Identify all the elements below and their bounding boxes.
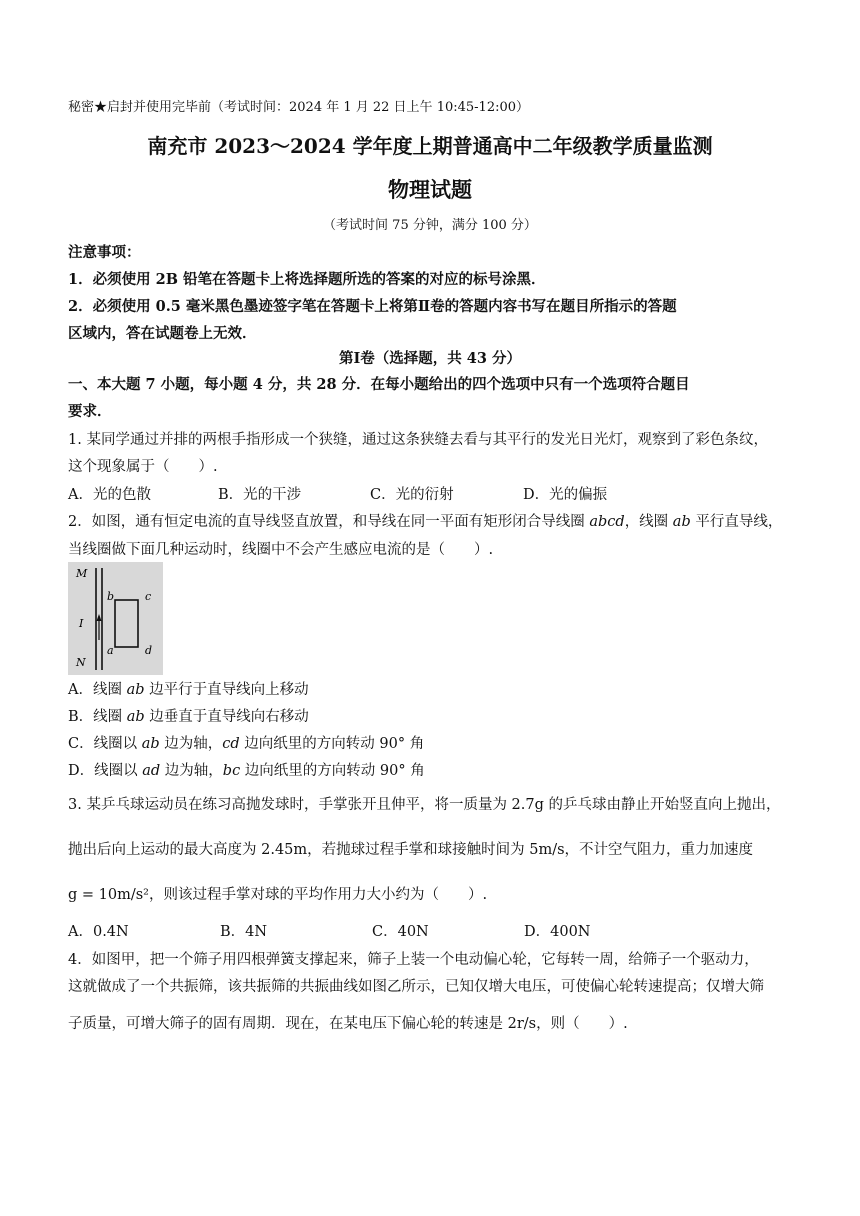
q2-stem-line-2: 当线圈做下面几种运动时，线圈中不会产生感应电流的是（ ）. [68, 542, 494, 558]
q4-stem-line-2: 这就做成了一个共振筛，该共振筛的共振曲线如图乙所示，已知仅增大电压，可使偏心轮转速提高；仅增大筛 [68, 979, 764, 995]
fig-label-m: M [76, 567, 88, 580]
exam-info: （考试时间 75 分钟，满分 100 分） [323, 218, 537, 233]
secret-header: 秘密★启封并使用完毕前（考试时间：2024 年 1 月 22 日上午 10:45-12:00） [68, 100, 530, 115]
notes-item-2-line-1: 2．必须使用 0.5 毫米黑色墨迹签字笔在答题卡上将第Ⅱ卷的答题内容书写在题目所指示的答题 [68, 298, 677, 315]
section-title: 第Ⅰ卷（选择题，共 43 分） [338, 350, 522, 367]
q3-option-b: B．4N [220, 924, 268, 940]
fig-label-i: I [79, 617, 84, 630]
q4-stem-line-1: 4．如图甲，把一个筛子用四根弹簧支撑起来，筛子上装一个电动偏心轮，它每转一周，给筛子一个驱动力， [68, 952, 759, 968]
q3-stem-line-1: 3. 某乒乓球运动员在练习高抛发球时，手掌张开且伸平，将一质量为 2.7g 的乒乓球由静止开始竖直向上抛出， [68, 797, 781, 813]
exam-title: 南充市 2023～2024 学年度上期普通高中二年级教学质量监测 [147, 134, 713, 158]
fig-label-a: a [107, 644, 114, 657]
q2-option-c: C．线圈以 ab 边为轴，cd 边向纸里的方向转动 90° 角 [68, 736, 425, 752]
subject-title: 物理试题 [388, 177, 472, 202]
notes-item-1: 1．必须使用 2B 铅笔在答题卡上将选择题所选的答案的对应的标号涂黑． [68, 271, 546, 288]
q1-stem-line-2: 这个现象属于（ ）. [68, 459, 218, 475]
fig-label-n: N [76, 656, 86, 669]
q2-wire-loop-figure [68, 562, 163, 675]
q1-option-a: A．光的色散 [68, 487, 151, 503]
q2-option-a: A．线圈 ab 边平行于直导线向上移动 [68, 682, 309, 698]
notes-heading: 注意事项： [68, 244, 141, 261]
fig-label-c: c [145, 590, 152, 603]
section-instruction-line-1: 一、本大题 7 小题，每小题 4 分，共 28 分．在每小题给出的四个选项中只有一个选项符合题目 [68, 376, 690, 393]
q3-option-c: C．40N [372, 924, 429, 940]
q1-stem-line-1: 1. 某同学通过并排的两根手指形成一个狭缝，通过这条狭缝去看与其平行的发光日光灯，观察到了彩色条纹， [68, 432, 768, 448]
q3-option-a: A．0.4N [68, 924, 129, 940]
q3-stem-line-2: 抛出后向上运动的最大高度为 2.45m，若抛球过程手掌和球接触时间为 5m/s，不计空气阻力，重力加速度 [68, 842, 754, 858]
q4-stem-line-3: 子质量，可增大筛子的固有周期．现在，在某电压下偏心轮的转速是 2r/s，则（ ）. [68, 1016, 628, 1032]
q3-option-d: D．400N [524, 924, 591, 940]
q1-option-c: C．光的衍射 [370, 487, 454, 503]
fig-label-b: b [107, 590, 115, 603]
notes-item-2-line-2: 区域内，答在试题卷上无效． [68, 325, 257, 342]
q2-stem-line-1: 2．如图，通有恒定电流的直导线竖直放置，和导线在同一平面有矩形闭合导线圈 abcd，线圈 ab 平行直导线， [68, 514, 783, 530]
section-instruction-line-2: 要求． [68, 403, 112, 420]
q1-option-b: B．光的干涉 [218, 487, 302, 503]
q2-option-d: D．线圈以 ad 边为轴，bc 边向纸里的方向转动 90° 角 [68, 763, 425, 779]
q3-stem-line-3: g = 10m/s²，则该过程手掌对球的平均作用力大小约为（ ）. [68, 887, 488, 903]
fig-label-d: d [145, 644, 153, 657]
q2-option-b: B．线圈 ab 边垂直于直导线向右移动 [68, 709, 309, 725]
q1-option-d: D．光的偏振 [523, 487, 608, 503]
